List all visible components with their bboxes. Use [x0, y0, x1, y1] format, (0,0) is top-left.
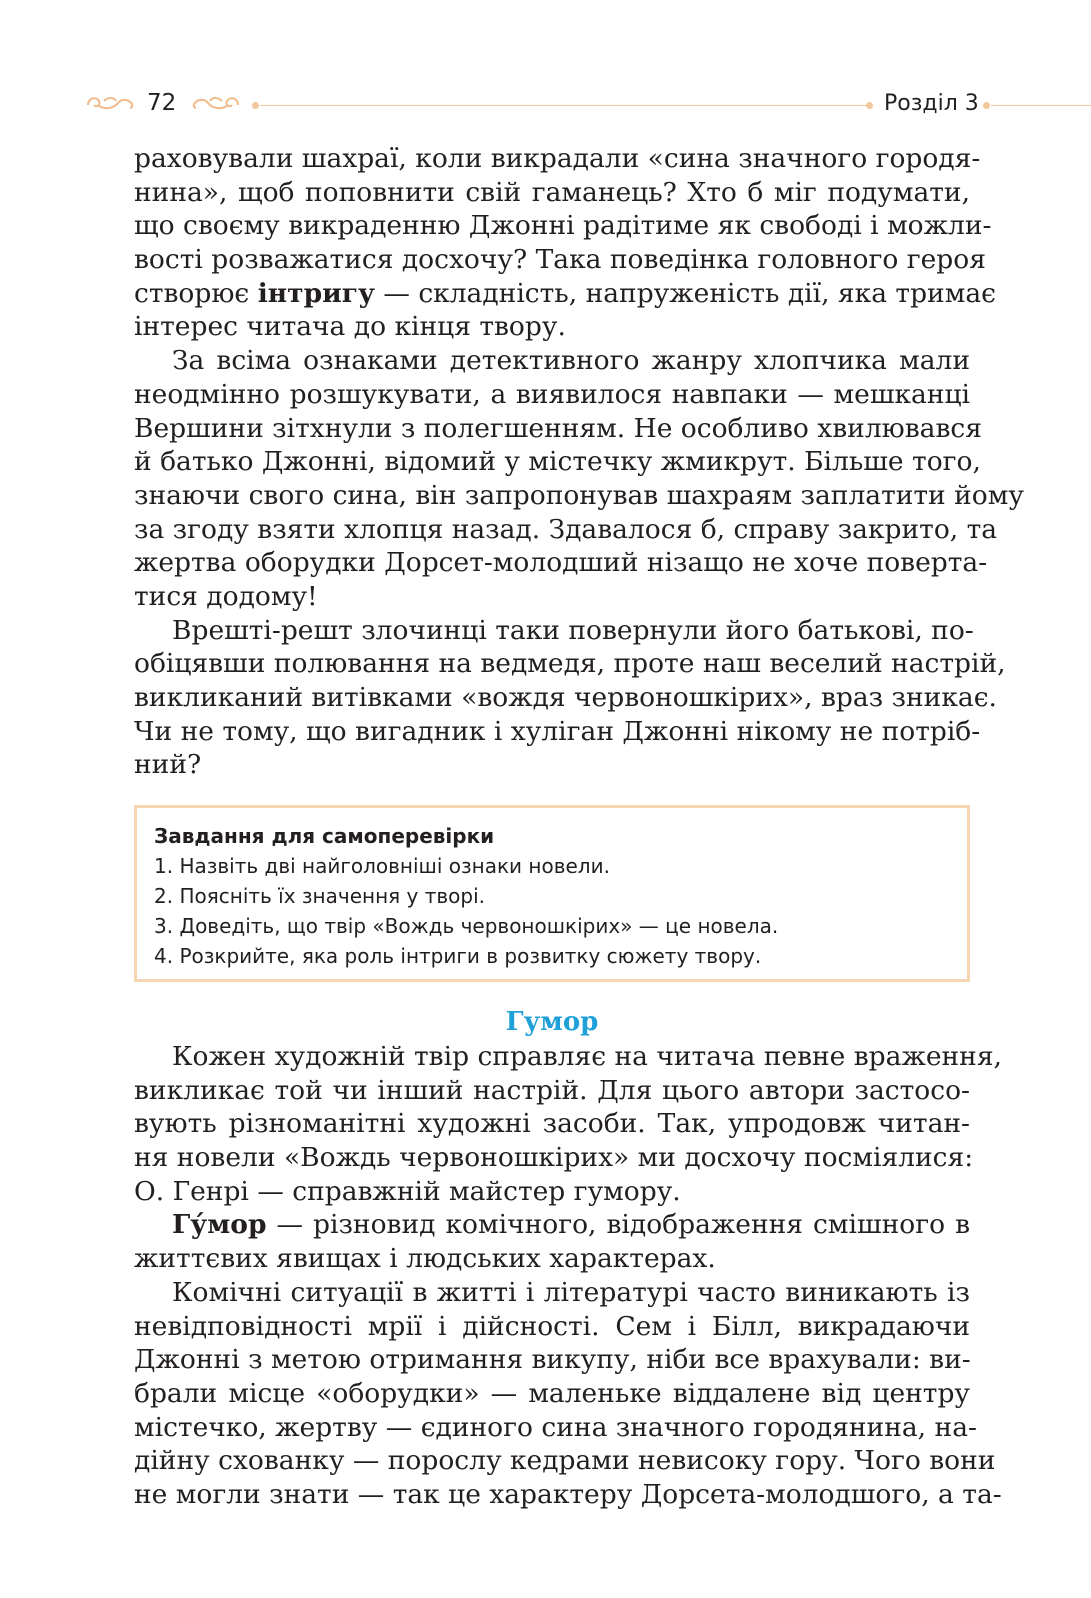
paragraph — [134, 344, 1024, 614]
self-check-item: 1. Назвіть дві найголовніші ознаки новели. — [154, 854, 610, 878]
chapter-label: Розділ 3 — [884, 91, 979, 116]
self-check-title: Завдання для самоперевірки — [154, 824, 495, 848]
paragraph — [134, 1276, 1002, 1512]
text-line: Комічні ситуації в житті і літературі часто виникають із — [172, 1276, 970, 1308]
swirl-ornament-icon — [190, 92, 242, 114]
text-line: інтерес читача до кінця твору. — [134, 311, 566, 343]
text-line: обіцявши полювання на ведмедя, проте наш веселий настрій, — [134, 648, 1006, 680]
text-line: неодмінно розшукувати, а виявилося навпаки — мешканці — [134, 378, 970, 410]
text-line: вості розважатися досхочу? Така поведінка головного героя — [134, 244, 986, 276]
text-line: За всіма ознаками детективного жанру хлопчика мали — [172, 345, 970, 377]
header-rule-dot — [983, 102, 990, 109]
text-line: раховували шахраї, коли викрадали «сина значного городя- — [134, 143, 981, 174]
body-text-top — [134, 142, 1024, 782]
text-line: Кожен художній твір справляє на читача певне враження, — [172, 1041, 1002, 1072]
text-run: — складність, напруженість дії, яка тримає — [374, 277, 996, 309]
text-line: ня новели «Вождь червоношкірих» ми досхочу посміялися: — [134, 1142, 974, 1174]
body-text-bottom — [134, 1040, 1002, 1512]
header-rule — [260, 105, 866, 106]
text-line: за згоду взяти хлопця назад. Здавалося б, справу закрито, та — [134, 513, 998, 545]
self-check-box — [134, 805, 970, 982]
swirl-ornament-icon — [84, 92, 136, 114]
header-rule-dot — [252, 102, 259, 109]
text-line — [134, 277, 996, 311]
text-line: ний? — [134, 749, 202, 781]
text-line: невідповідності мрії і дійсності. Сем і Білл, викрадаючи — [134, 1310, 970, 1342]
page-header — [0, 88, 1091, 124]
text-line: Врешті-решт злочинці таки повернули його батькові, по- — [172, 614, 974, 646]
paragraph — [134, 142, 996, 344]
text-line: жертва оборудки Дорсет-молодший нізащо не хоче поверта- — [134, 547, 988, 579]
text-line: нина», щоб поповнити свій гаманець? Хто б міг подумати, — [134, 176, 970, 208]
page-number: 72 — [147, 90, 177, 116]
text-line: що своєму викраденню Джонні радітиме як свободі і можли- — [134, 210, 992, 242]
text-line — [134, 1208, 970, 1242]
text-line: містечко, жертву — єдиного сина значного городянина, на- — [134, 1411, 977, 1443]
text-run: створює — [134, 277, 258, 309]
term-intryga: інтригу — [257, 277, 375, 309]
section-title: Гумор — [505, 1007, 599, 1037]
text-line: викликаний витівками «вождя червоношкірих», враз зникає. — [134, 682, 997, 713]
text-line: Вершини зітхнули з полегшенням. Не особливо хвилювався — [134, 412, 982, 444]
paragraph — [134, 614, 1006, 782]
text-line: вують різноманітні художні засоби. Так, упродовж читан- — [134, 1108, 970, 1140]
paragraph — [134, 1208, 970, 1275]
self-check-item: 2. Поясніть їх значення у творі. — [154, 884, 486, 908]
text-line: життєвих явищах і людських характерах. — [134, 1243, 716, 1275]
text-line: Джонні з метою отримання викупу, ніби все врахували: ви- — [134, 1344, 971, 1376]
text-line: О. Генрі — справжній майстер гумору. — [134, 1175, 681, 1207]
self-check-item: 3. Доведіть, що твір «Вождь червоношкірих» — це новела. — [154, 914, 779, 938]
text-line: дійну схованку — порослу кедрами невисоку гору. Чого вони — [134, 1445, 996, 1477]
self-check-item: 4. Розкрийте, яка роль інтриги в розвитку сюжету твору. — [154, 944, 762, 968]
text-line: знаючи свого сина, він запропонував шахраям заплатити йому — [134, 479, 1024, 511]
header-rule — [991, 105, 1091, 106]
header-rule-dot — [866, 102, 873, 109]
text-line: не могли знати — так це характеру Дорсета-молодшого, а та- — [134, 1478, 1002, 1510]
paragraph — [134, 1040, 1002, 1208]
term-humor: Гу́мор — [172, 1209, 267, 1241]
text-line: брали місце «оборудки» — маленьке віддалене від центру — [134, 1377, 970, 1409]
text-line: й батько Джонні, відомий у містечку жмикрут. Більше того, — [134, 446, 981, 478]
text-line: викликає той чи інший настрій. Для цього автори застосо- — [134, 1074, 970, 1106]
text-line: тися додому! — [134, 580, 318, 612]
text-run: — різновид комічного, відображення смішного в — [266, 1209, 970, 1241]
text-line: Чи не тому, що вигадник і хуліган Джонні нікому не потріб- — [134, 715, 981, 747]
